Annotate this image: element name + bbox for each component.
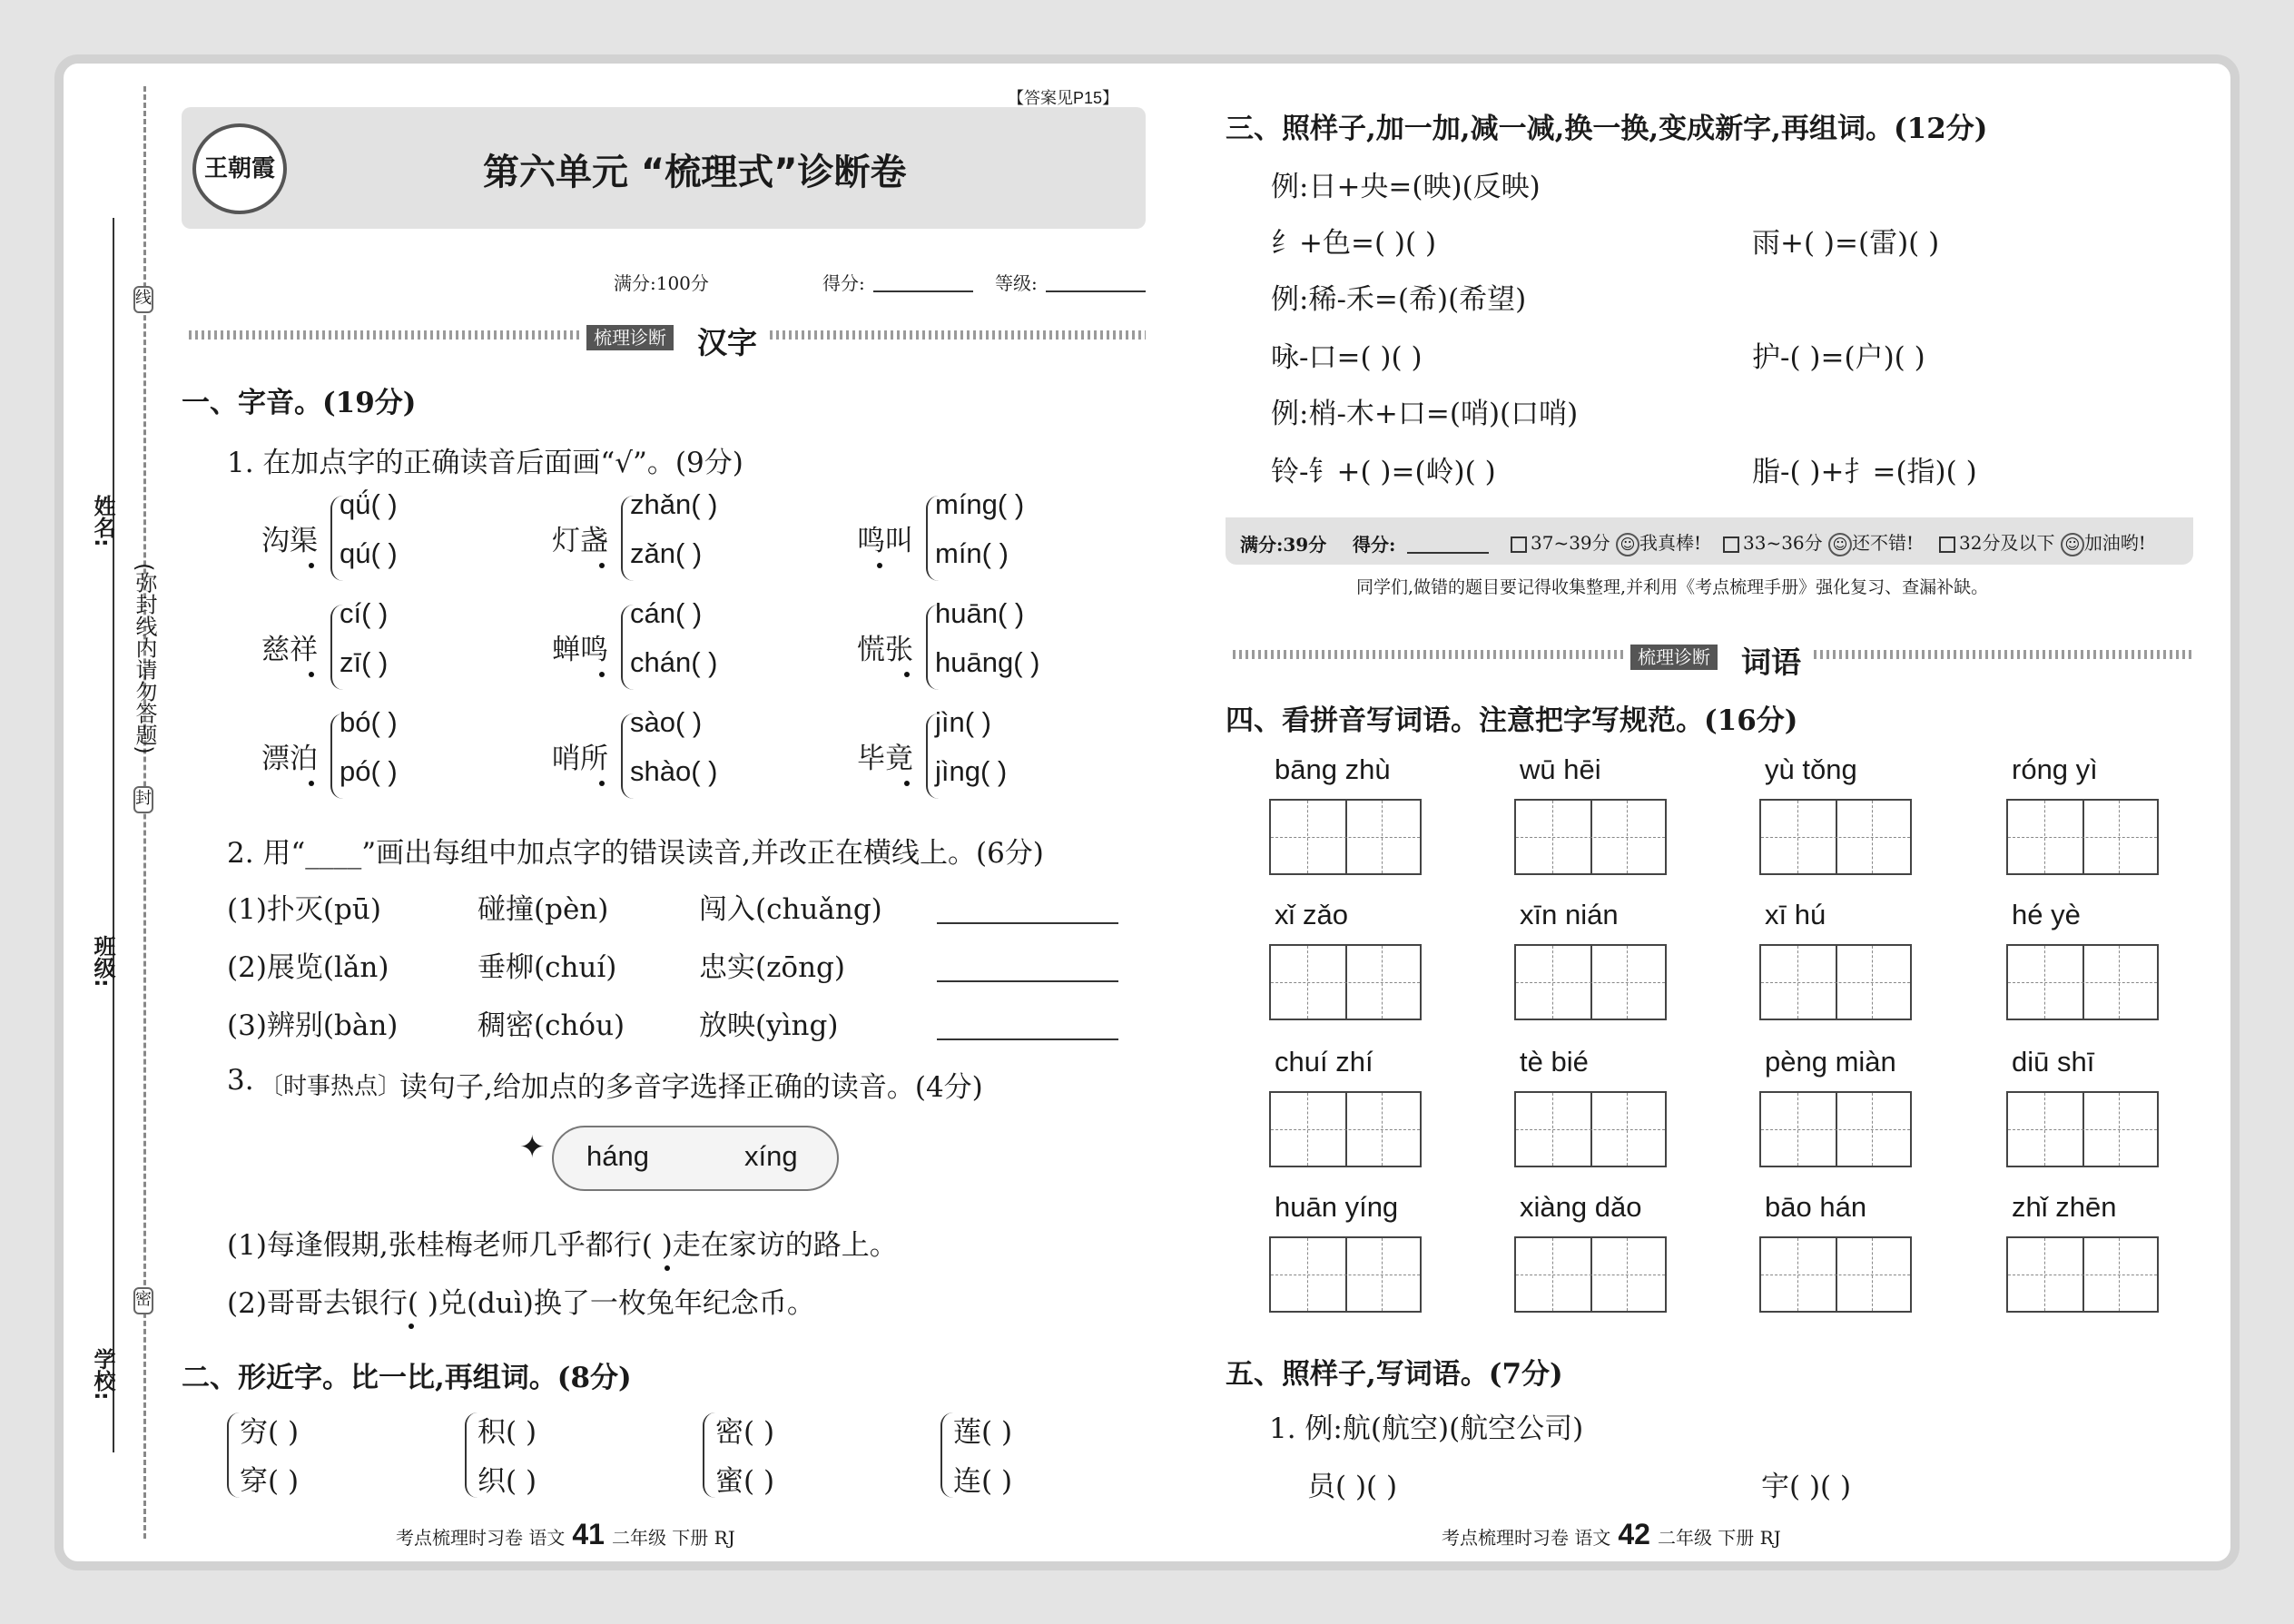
name-label-text: 姓名: [90,495,115,547]
grade-label: 等级: [995,272,1038,294]
error-item-a: (1)扑灭(pū) [227,893,381,926]
section-tag: 梳理诊断 [1630,645,1718,670]
checkbox[interactable] [1511,536,1527,553]
similar-char-a[interactable]: 密( ) [715,1416,775,1449]
group-word: 慈祥 [261,634,318,666]
full-score: 满分:100分 [614,272,709,294]
q5-example: 1. 例:航(航空)(航空公司) [1269,1412,1584,1445]
tier1-msg: 我真棒! [1639,532,1702,554]
emphasis-dot [409,1324,414,1329]
tier3-range: 32分及以下 [1959,532,2055,554]
reading-option-2[interactable]: pó( ) [340,755,398,787]
emphasis-dot [599,563,605,568]
emphasis-dot [309,781,314,786]
group-word: 蝉鸣 [552,634,608,666]
similar-char-b[interactable]: 穿( ) [240,1465,300,1498]
page-number: 41 [572,1518,605,1550]
reading-option-1[interactable]: zhǎn( ) [630,488,718,520]
writing-grid[interactable] [1514,1091,1667,1167]
checkbox[interactable] [1939,536,1955,553]
error-item-c: 闯入(chuǎng) [699,893,882,926]
reading-option-1[interactable]: cí( ) [340,597,389,629]
publisher-logo: 王朝霞 [192,123,287,214]
binding-note-text: (弥封线内请勿答题) [132,563,157,754]
brace [703,1412,715,1498]
q3-line-2b: 护-( )=(户)( ) [1752,341,1925,374]
pinyin-label: xīn nián [1520,899,1619,930]
sentence-1: (1)每逢假期,张桂梅老师几乎都行( )走在家访的路上。 [227,1229,898,1262]
group-word: 鸣叫 [857,525,913,557]
class-label-text: 班级: [90,935,115,988]
footer-right [1442,1518,1781,1551]
score-bar [1226,517,2193,565]
reading-option-2[interactable]: jìng( ) [935,755,1008,787]
error-item-b: 稠密(chóu) [478,1009,625,1042]
cloud-option-1: háng [586,1140,649,1172]
pinyin-label: bāo hán [1765,1191,1867,1223]
tier2-range: 33~36分 [1743,532,1823,554]
pinyin-label: hé yè [2012,899,2081,930]
group-word: 慌张 [857,634,913,666]
pinyin-label: huān yíng [1275,1191,1399,1223]
reading-option-1[interactable]: cán( ) [630,597,703,629]
error-item-b: 垂柳(chuí) [478,951,617,984]
similar-char-b[interactable]: 织( ) [478,1465,537,1498]
q3-line-3b: 脂-( )+扌=(指)( ) [1752,456,1977,488]
reading-option-1[interactable]: huān( ) [935,597,1025,629]
grade-blank[interactable] [1046,290,1146,292]
checkbox[interactable] [1723,536,1739,553]
group-word: 漂泊 [261,743,318,775]
q5-line-1: 员( )( ) [1307,1471,1398,1503]
brace [465,1412,478,1498]
reading-option-1[interactable]: sào( ) [630,706,703,738]
page-number: 42 [1618,1518,1650,1550]
sentence-2: (2)哥哥去银行( )兑(duì)换了一枚兔年纪念币。 [227,1287,815,1320]
q3-line-2a: 咏-口=( )( ) [1271,341,1423,374]
similar-char-a[interactable]: 积( ) [478,1416,537,1449]
emphasis-dot [665,1265,670,1271]
reading-option-1[interactable]: jìn( ) [935,706,991,738]
pinyin-label: xī hú [1765,899,1826,930]
section-word: 汉字 [697,325,757,360]
reading-option-2[interactable]: huāng( ) [935,646,1040,678]
binding-seal-label: 封 [133,786,153,813]
section-tag: 梳理诊断 [586,325,674,350]
binding-line-label: 线 [133,286,153,313]
group-word: 哨所 [552,743,608,775]
emphasis-dot [599,672,605,677]
tier3-msg: 加油哟! [2083,532,2146,554]
similar-char-b[interactable]: 蜜( ) [715,1465,775,1498]
pinyin-label: tè bié [1520,1046,1589,1078]
q1-sub1: 1. 在加点字的正确读音后面画“√”。(9分) [227,447,743,479]
pinyin-cloud [552,1126,839,1191]
q3-example-3: 例:梢-木+口=(哨)(口哨) [1271,398,1579,430]
q1-heading: 一、字音。(19分) [182,387,417,419]
scorebar-full: 满分:39分 [1240,534,1327,556]
name-label [91,495,113,552]
score-blank[interactable] [873,290,973,292]
q2-heading: 二、形近字。比一比,再组词。(8分) [182,1362,632,1394]
score-label: 得分: [822,272,865,294]
class-label [91,935,113,992]
writing-grid[interactable] [1269,799,1422,875]
similar-char-a[interactable]: 莲( ) [953,1416,1013,1449]
similar-char-a[interactable]: 穷( ) [240,1416,300,1449]
reading-option-2[interactable]: mín( ) [935,537,1009,569]
reading-option-1[interactable]: míng( ) [935,488,1025,520]
tier1-range: 37~39分 [1531,532,1610,554]
wand-icon: ✦ [519,1129,546,1166]
reading-option-1[interactable]: qǘ( ) [340,488,398,520]
scorebar-score: 得分: [1353,534,1396,556]
reading-option-2[interactable]: zǎn( ) [630,537,703,569]
smile-icon: ☺ [1616,533,1639,556]
emphasis-dot [309,563,314,568]
error-item-a: (2)展览(lǎn) [227,951,389,984]
error-item-c: 放映(yìng) [699,1009,839,1042]
brace [227,1412,240,1498]
group-word: 灯盏 [552,525,608,557]
smile-icon: ☺ [1828,533,1852,556]
reading-option-1[interactable]: bó( ) [340,706,398,738]
writing-grid[interactable] [2006,944,2159,1020]
section-word: 词语 [1741,645,1801,680]
q5-heading: 五、照样子,写词语。(7分) [1226,1358,1563,1391]
school-label-text: 学校: [90,1348,115,1401]
brace [940,1412,953,1498]
binding-margin [0,0,182,1624]
writing-grid[interactable] [1269,1236,1422,1313]
section-ciyu [1233,639,2191,680]
q3-example-2: 例:稀-禾=(希)(希望) [1271,283,1527,316]
pinyin-label: wū hēi [1520,753,1601,785]
pinyin-label: chuí zhí [1275,1046,1373,1078]
error-item-c: 忠实(zōng) [699,951,845,984]
scorebar-tier-3 [1939,528,2146,556]
q4-heading: 四、看拼音写词语。注意把字写规范。(16分) [1226,704,1798,737]
correction-blank[interactable] [937,1038,1118,1040]
writing-grid[interactable] [1759,1091,1912,1167]
writing-grid[interactable] [1514,1236,1667,1313]
footer-grade: 二年级 下册 RJ [611,1527,735,1549]
footer-text: 考点梳理时习卷 语文 [396,1527,566,1549]
writing-grid[interactable] [1759,944,1912,1020]
pinyin-label: pèng miàn [1765,1046,1896,1078]
emphasis-dot [599,781,605,786]
similar-char-b[interactable]: 连( ) [953,1465,1013,1498]
writing-grid[interactable] [1759,799,1912,875]
pinyin-label: diū shī [2012,1046,2095,1078]
writing-grid[interactable] [1759,1236,1912,1313]
reading-option-2[interactable]: chán( ) [630,646,718,678]
pinyin-label: bāng zhù [1275,753,1391,785]
answer-reference: 【答案见P15】 [1008,89,1119,107]
binding-solid-line [113,218,114,1452]
group-word: 毕竟 [857,743,913,775]
title-banner [182,107,1146,229]
footer-text: 考点梳理时习卷 语文 [1442,1527,1611,1549]
footer-grade: 二年级 下册 RJ [1657,1527,1781,1549]
hot-topic-tag: 〔时事热点〕 [260,1073,402,1100]
pinyin-label: zhǐ zhēn [2012,1191,2117,1223]
q3-line-1a: 纟+色=( )( ) [1271,227,1437,260]
error-item-b: 碰撞(pèn) [478,893,609,926]
binding-seal2-label: 密 [133,1287,153,1314]
q5-line-2: 宇( )( ) [1761,1471,1852,1503]
smile-icon: ☺ [2061,533,2084,556]
pinyin-label: róng yì [2012,753,2098,785]
binding-note [132,563,157,759]
cloud-option-2: xíng [744,1140,798,1172]
emphasis-dot [904,672,910,677]
scorebar-blank[interactable] [1407,552,1489,554]
scorebar-tier-2 [1723,528,1914,556]
writing-grid[interactable] [2006,799,2159,875]
writing-grid[interactable] [1269,944,1422,1020]
writing-grid[interactable] [1514,799,1667,875]
group-word: 沟渠 [261,525,318,557]
pinyin-label: xiàng dǎo [1520,1191,1642,1223]
emphasis-dot [309,672,314,677]
correction-blank[interactable] [937,922,1118,924]
emphasis-dot [877,563,882,568]
reading-option-2[interactable]: shào( ) [630,755,718,787]
q3-heading: 三、照样子,加一加,减一减,换一换,变成新字,再组词。(12分) [1226,113,1988,145]
reading-option-2[interactable]: qú( ) [340,537,398,569]
pinyin-label: yù tǒng [1765,753,1857,785]
q1-sub3-number: 3. [227,1064,254,1097]
q3-line-3a: 铃-钅+( )=(岭)( ) [1271,456,1496,488]
reading-option-2[interactable]: zī( ) [340,646,389,678]
scorebar-tier-1 [1511,528,1701,556]
pinyin-label: xǐ zǎo [1275,899,1348,930]
section-hanzi [189,320,1146,360]
writing-grid[interactable] [1514,944,1667,1020]
footer-left [396,1518,735,1551]
q1-sub3: 读句子,给加点的多音字选择正确的读音。(4分) [399,1071,983,1104]
tier2-msg: 还不错! [1852,532,1915,554]
review-note: 同学们,做错的题目要记得收集整理,并利用《考点梳理手册》强化复习、查漏补缺。 [1356,577,1989,597]
error-item-a: (3)辨别(bàn) [227,1009,399,1042]
writing-grid[interactable] [2006,1091,2159,1167]
page-title: 第六单元 “梳理式”诊断卷 [483,152,907,193]
school-label [91,1348,113,1405]
correction-blank[interactable] [937,980,1118,982]
writing-grid[interactable] [2006,1236,2159,1313]
emphasis-dot [904,781,910,786]
q3-example-1: 例:日+央=(映)(反映) [1271,171,1541,203]
q3-line-1b: 雨+( )=(雷)( ) [1752,227,1940,260]
writing-grid[interactable] [1269,1091,1422,1167]
q1-sub2: 2. 用“____”画出每组中加点字的错误读音,并改正在横线上。(6分) [227,837,1044,870]
